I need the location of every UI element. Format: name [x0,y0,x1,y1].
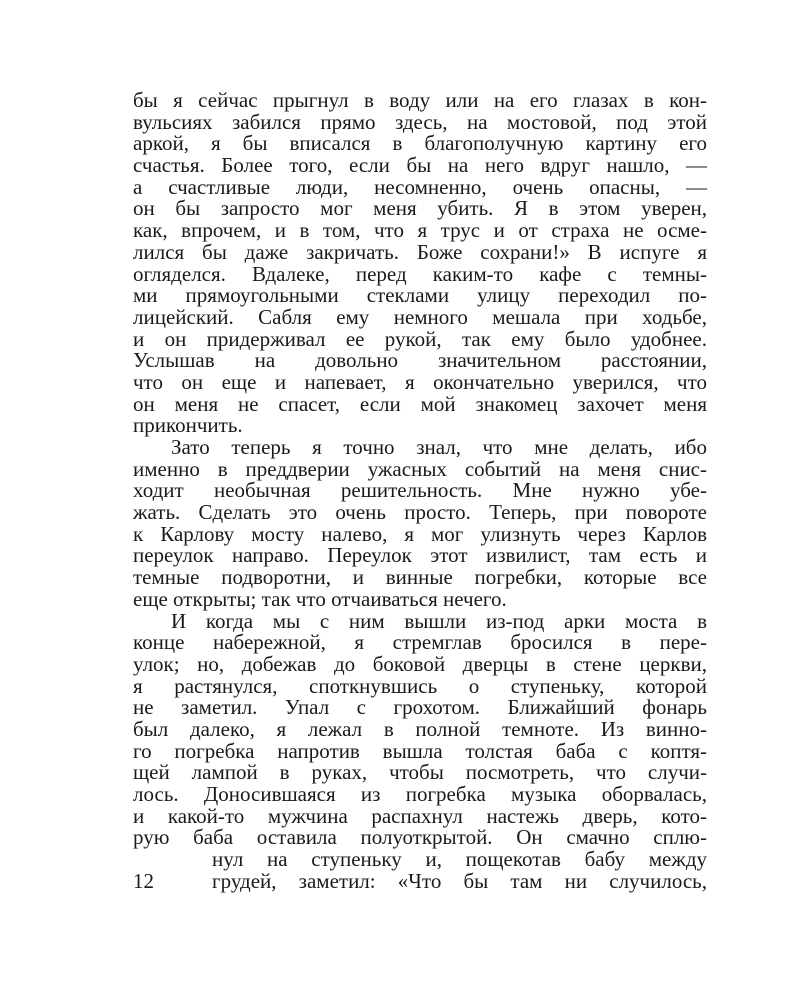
text-line: ми прямоугольными стеклами улицу переходил по- [133,283,707,308]
text-line: и какой-то мужчина распахнул настежь дверь, кото- [133,803,707,828]
text-line: Услышав на довольно значительном расстоянии, [133,348,707,373]
text-line: что он еще и напевает, я окончательно уверился, что [133,369,707,394]
text-line: к Карлову мосту налево, я мог улизнуть через Карлов [133,521,707,546]
text-line: лицейский. Сабля ему немного мешала при ходьбе, [133,304,707,329]
text-line: лось. Доносившаяся из погребка музыка оборвалась, [133,782,707,806]
text-line: темные подворотни, и винные погребки, которые все [133,565,707,590]
page-footer-row [133,868,707,893]
text-line: а счастливые люди, несомненно, очень опасны, — [133,174,707,199]
text-line: он меня не спасет, если мой знакомец захочет меня [133,391,707,416]
page-number: 12 [133,868,154,893]
text-line: аркой, я бы вписался в благополучную картину его [133,131,707,156]
text-line: грудей, заметил: «Что бы там ни случилось, [212,868,707,893]
text-line: вульсиях забился прямо здесь, на мостовой, под этой [133,109,707,134]
text-line: щей лампой в руках, чтобы посмотреть, что случи- [133,760,707,785]
text-line: прикончить. [133,413,243,438]
book-page [133,90,707,892]
text-line: ходит необычная решительность. Мне нужно убе- [133,478,707,503]
text-line: конце набережной, я стремглав бросился в пере- [133,630,707,655]
text-line: жать. Сделать это очень просто. Теперь, при повороте [133,500,707,525]
text-line: он бы запросто мог меня убить. Я в этом уверен, [133,196,707,221]
text-line: и он придерживал ее рукой, так ему было удобнее. [133,326,707,351]
text-line: как, впрочем, и в том, что я трус и от страха не осме- [133,218,707,243]
text-line: был далеко, я лежал в полной темноте. Из винно- [133,716,707,741]
text-line: именно в преддверии ужасных событий на меня снис- [133,456,707,481]
text-line: И когда мы с ним вышли из-под арки моста в [171,608,707,633]
text-line: го погребка напротив вышла толстая баба с коптя- [133,738,707,763]
page-text [133,90,707,871]
text-line: огляделся. Вдалеке, перед каким-то кафе с темны- [133,261,707,286]
text-line: я растянулся, споткнувшись о ступеньку, которой [133,673,707,698]
text-line: лился бы даже закричать. Боже сохрани!» В испуге я [133,239,707,264]
text-line: бы я сейчас прыгнул в воду или на его глазах в кон- [133,88,707,112]
text-line: переулок направо. Переулок этот извилист, там есть и [133,543,707,568]
text-line: не заметил. Упал с грохотом. Ближайший фонарь [133,695,707,720]
text-line: нул на ступеньку и, пощекотав бабу между [212,847,707,872]
text-line: рую баба оставила полуоткрытой. Он смачно сплю- [133,825,707,850]
text-line: счастья. Более того, если бы на него вдруг нашло, — [133,153,707,178]
text-line: Зато теперь я точно знал, что мне делать, ибо [171,435,707,459]
text-line: еще открыты; так что отчаиваться нечего. [133,586,507,611]
text-line: улок; но, добежав до боковой дверцы в стене церкви, [133,651,707,676]
